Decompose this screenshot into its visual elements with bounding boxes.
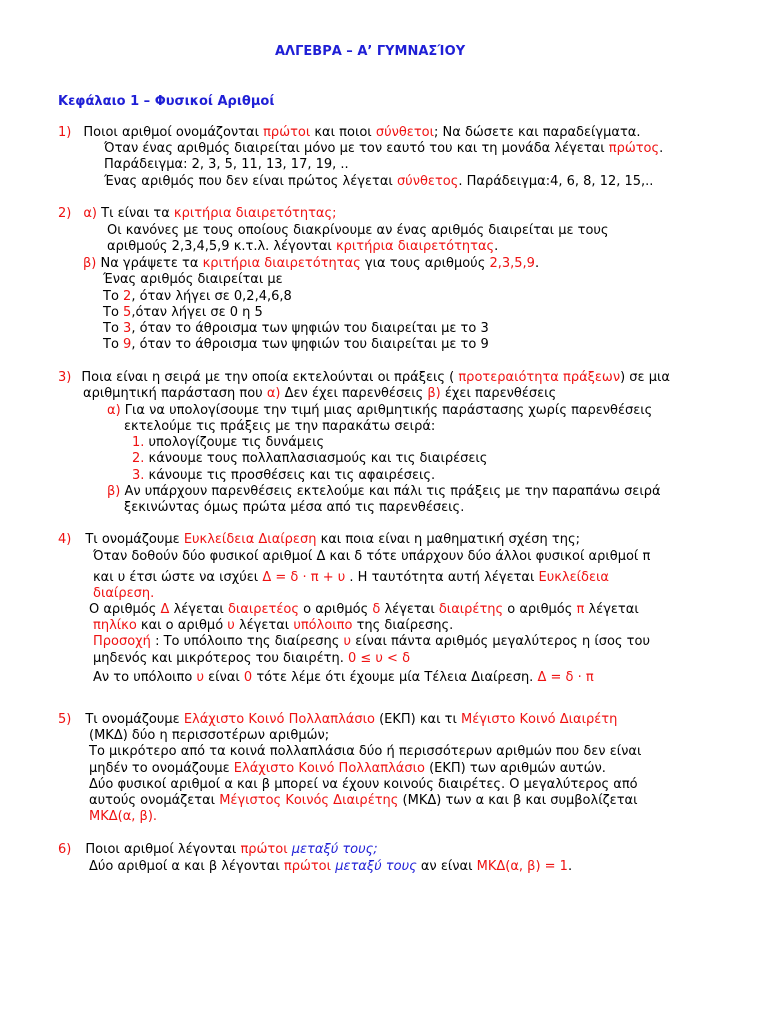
text: Δύο αριθμοί α και β λέγονται bbox=[89, 859, 284, 874]
text: Τι ονομάζουμε bbox=[85, 712, 184, 727]
text: Τι είναι τα bbox=[97, 206, 174, 221]
answer-line bbox=[89, 793, 638, 809]
term: 2,3,5,9 bbox=[489, 256, 535, 271]
formula: ΜΚΔ(α, β) = 1 bbox=[476, 859, 568, 874]
term-prime: πρώτοι bbox=[263, 125, 311, 140]
answer-line bbox=[93, 670, 594, 686]
text: Ένας αριθμός που δεν είναι πρώτος λέγεται bbox=[104, 174, 397, 189]
text: Ποιοι αριθμοί ονομάζονται bbox=[83, 125, 264, 140]
question-5-line: (ΜΚΔ) δύο η περισσοτέρων αριθμών; bbox=[89, 728, 330, 743]
text: αυτούς ονομάζεται bbox=[89, 793, 220, 808]
text: αν είναι bbox=[416, 859, 477, 874]
term: πρώτοι bbox=[240, 842, 288, 857]
text: Δεν έχει παρενθέσεις bbox=[280, 386, 428, 401]
text: , όταν το άθροισμα των ψηφιών του διαιρείται με το 3 bbox=[131, 321, 489, 336]
term-emphasis: μεταξύ τους bbox=[335, 859, 417, 874]
text: Το bbox=[103, 321, 124, 336]
symbol: π bbox=[576, 602, 585, 617]
answer-line bbox=[93, 634, 650, 650]
symbol: δ bbox=[372, 602, 381, 617]
question-number: 3) bbox=[58, 370, 72, 385]
text: Τι ονομάζουμε bbox=[85, 532, 184, 547]
text: έχει παρενθέσεις bbox=[440, 386, 557, 401]
term: Μέγιστο Κοινό Διαιρέτη bbox=[461, 712, 618, 727]
text: Να γράψετε τα bbox=[96, 256, 203, 271]
list-number: 3. bbox=[132, 468, 145, 483]
term: Ελάχιστο Κοινό Πολλαπλάσιο bbox=[183, 712, 375, 727]
part-b-line bbox=[83, 256, 539, 272]
text: . bbox=[567, 859, 573, 874]
rule-line bbox=[103, 321, 489, 337]
list-number: 2. bbox=[132, 451, 145, 466]
answer-line bbox=[107, 239, 498, 255]
list-item bbox=[132, 435, 324, 451]
text: κάνουμε τις προσθέσεις και τις αφαιρέσεις. bbox=[144, 468, 436, 483]
question-number: 2) bbox=[58, 206, 72, 221]
symbol: υ bbox=[227, 618, 235, 633]
answer-line bbox=[107, 403, 652, 419]
text: τότε λέμε ότι έχουμε μία Τέλεια Διαίρεση. bbox=[252, 670, 538, 685]
answer-line bbox=[93, 651, 410, 667]
question-1-line bbox=[58, 125, 640, 141]
text: (ΜΚΔ) των α και β και συμβολίζεται bbox=[398, 793, 638, 808]
formula: 0 ≤ υ < δ bbox=[347, 651, 411, 666]
text: είναι bbox=[204, 670, 244, 685]
term: πρώτοι bbox=[283, 859, 332, 874]
text: υπολογίζουμε τις δυνάμεις bbox=[144, 435, 325, 450]
term: πηλίκο bbox=[93, 618, 137, 633]
text: και υ έτσι ώστε να ισχύει bbox=[93, 570, 263, 585]
text: Αν το υπόλοιπο bbox=[93, 670, 197, 685]
divisor: 9 bbox=[123, 337, 132, 352]
text: , όταν λήγει σε 0,2,4,6,8 bbox=[131, 289, 292, 304]
text: Ποιοι αριθμοί λέγονται bbox=[85, 842, 241, 857]
text: . bbox=[534, 256, 540, 271]
divisor: 2 bbox=[123, 289, 132, 304]
term: υπόλοιπο bbox=[293, 618, 353, 633]
term-continued: διαίρεση. bbox=[93, 586, 155, 601]
answer-line bbox=[89, 602, 639, 618]
rule-line bbox=[103, 289, 292, 305]
term: προτεραιότητα πράξεων bbox=[458, 370, 621, 385]
notation: ΜΚΔ(α, β). bbox=[89, 809, 158, 824]
question-2-line bbox=[58, 206, 337, 222]
term: διαιρέτης bbox=[438, 602, 504, 617]
part-b-label: β) bbox=[83, 256, 97, 271]
divisor: 5 bbox=[123, 305, 132, 320]
text: είναι πάντα αριθμός μεγαλύτερος η ίσος του bbox=[351, 634, 650, 649]
term: Μέγιστος Κοινός Διαιρέτης bbox=[219, 793, 399, 808]
text: Για να υπολογίσουμε την τιμή μιας αριθμητικής παράστασης χωρίς παρενθέσεις bbox=[120, 403, 653, 418]
answer-line: Οι κανόνες με τους οποίους διακρίνουμε αν ένας αριθμός διαιρείται με τους bbox=[107, 223, 609, 238]
term: κριτήρια διαιρετότητας; bbox=[173, 206, 337, 221]
text: . Παράδειγμα:4, 6, 8, 12, 15,.. bbox=[458, 174, 654, 189]
question-number: 5) bbox=[58, 712, 72, 727]
answer-line bbox=[107, 484, 661, 500]
term: κριτήρια διαιρετότητας bbox=[335, 239, 495, 254]
part-b-label: β) bbox=[427, 386, 441, 401]
rule-line bbox=[103, 337, 489, 353]
term-emphasis: μεταξύ τους; bbox=[291, 842, 378, 857]
answer-line: Δύο φυσικοί αριθμοί α και β μπορεί να έχουν κοινούς διαιρέτες. Ο μεγαλύτερος από bbox=[89, 777, 638, 792]
part-a-label: α) bbox=[266, 386, 281, 401]
question-3-line bbox=[83, 386, 556, 402]
text: και ποια είναι η μαθηματική σχέση της; bbox=[316, 532, 580, 547]
question-5-line bbox=[58, 712, 617, 728]
text: Ο αριθμός bbox=[89, 602, 161, 617]
answer-line bbox=[89, 761, 606, 777]
symbol: Δ bbox=[160, 602, 170, 617]
answer-line: ξεκινώντας όμως πρώτα μέσα από τις παρενθέσεις. bbox=[124, 500, 465, 515]
question-number: 6) bbox=[58, 842, 72, 857]
term-composite: σύνθετος bbox=[396, 174, 459, 189]
formula: Δ = δ · π + υ bbox=[262, 570, 346, 585]
text: ,όταν λήγει σε 0 η 5 bbox=[131, 305, 263, 320]
text: . Η ταυτότητα αυτή λέγεται bbox=[345, 570, 539, 585]
note-label: Προσοχή bbox=[93, 634, 151, 649]
text: Ποια είναι η σειρά με την οποία εκτελούνται οι πράξεις ( bbox=[81, 370, 459, 385]
question-6-line bbox=[58, 842, 378, 858]
list-item bbox=[132, 468, 435, 484]
text: ; Να δώσετε και παραδείγματα. bbox=[434, 125, 641, 140]
text: για τους αριθμούς bbox=[360, 256, 490, 271]
answer-line: εκτελούμε τις πράξεις με την παρακάτω σειρά: bbox=[124, 419, 436, 434]
answer-line bbox=[89, 859, 572, 875]
text: της διαίρεσης. bbox=[352, 618, 454, 633]
term: διαιρετέος bbox=[227, 602, 299, 617]
text: ο αριθμός bbox=[298, 602, 373, 617]
answer-line: Ένας αριθμός διαιρείται με bbox=[103, 272, 283, 287]
question-4-line bbox=[58, 532, 580, 548]
symbol: 0 bbox=[243, 670, 253, 685]
part-a-label: α) bbox=[107, 403, 121, 418]
answer-line bbox=[104, 174, 653, 190]
text: μηδέν το ονομάζουμε bbox=[89, 761, 234, 776]
list-number: 1. bbox=[132, 435, 145, 450]
symbol: υ bbox=[196, 670, 204, 685]
part-b-label: β) bbox=[107, 484, 121, 499]
answer-line: Όταν δοθούν δύο φυσικοί αριθμοί Δ και δ τότε υπάρχουν δύο άλλοι φυσικοί αριθμοί π bbox=[93, 549, 651, 564]
text: . bbox=[494, 239, 499, 254]
text: ) σε μια bbox=[620, 370, 670, 385]
text: (ΕΚΠ) των αριθμών αυτών. bbox=[424, 761, 606, 776]
text: : Το υπόλοιπο της διαίρεσης bbox=[150, 634, 344, 649]
term: Ευκλείδεια bbox=[538, 570, 609, 585]
text: μηδενός και μικρότερος του διαιρέτη. bbox=[93, 651, 348, 666]
answer-line: Το μικρότερο από τα κοινά πολλαπλάσια δύο ή περισσότερων αριθμών που δεν είναι bbox=[89, 744, 642, 759]
formula: Δ = δ · π bbox=[537, 670, 594, 685]
text: Όταν ένας αριθμός διαιρείται μόνο με τον εαυτό του και τη μονάδα λέγεται bbox=[104, 141, 609, 156]
text: ο αριθμός bbox=[503, 602, 577, 617]
term-prime: πρώτος bbox=[608, 141, 660, 156]
text: αριθμητική παράσταση που bbox=[83, 386, 267, 401]
answer-line: Παράδειγμα: 2, 3, 5, 11, 13, 17, 19, .. bbox=[104, 157, 349, 172]
text: Αν υπάρχουν παρενθέσεις εκτελούμε και πάλι τις πράξεις με την παραπάνω σειρά bbox=[120, 484, 661, 499]
term-composite: σύνθετοι bbox=[375, 125, 435, 140]
text: . bbox=[659, 141, 664, 156]
answer-line bbox=[104, 141, 663, 157]
text: κάνουμε τους πολλαπλασιασμούς και τις διαιρέσεις bbox=[144, 451, 488, 466]
text: και ποιοι bbox=[310, 125, 376, 140]
text: λέγεται bbox=[234, 618, 294, 633]
list-item bbox=[132, 451, 487, 467]
question-3-line bbox=[58, 370, 670, 386]
divisor: 3 bbox=[123, 321, 132, 336]
chapter-heading: Κεφάλαιο 1 – Φυσικοί Αριθμοί bbox=[58, 94, 275, 109]
term: κριτήρια διαιρετότητας bbox=[202, 256, 361, 271]
text: Το bbox=[103, 289, 124, 304]
answer-line bbox=[93, 618, 453, 634]
text: και ο αριθμό bbox=[136, 618, 228, 633]
text: αριθμούς 2,3,4,5,9 κ.τ.λ. λέγονται bbox=[107, 239, 336, 254]
term: Ευκλείδεια Διαίρεση bbox=[183, 532, 317, 547]
text: λέγεται bbox=[380, 602, 439, 617]
symbol: υ bbox=[343, 634, 352, 649]
answer-line bbox=[93, 570, 609, 586]
text: (ΕΚΠ) και τι bbox=[374, 712, 461, 727]
term: Ελάχιστο Κοινό Πολλαπλάσιο bbox=[233, 761, 425, 776]
rule-line bbox=[103, 305, 263, 321]
text: λέγεται bbox=[584, 602, 639, 617]
text: , όταν το άθροισμα των ψηφιών του διαιρείται με το 9 bbox=[131, 337, 489, 352]
question-number: 4) bbox=[58, 532, 72, 547]
text: λέγεται bbox=[169, 602, 228, 617]
document-title: ΑΛΓΕΒΡΑ – Α’ ΓΥΜΝΑΣΊΟΥ bbox=[275, 44, 466, 59]
part-a-label: α) bbox=[83, 206, 97, 221]
text: Το bbox=[103, 305, 124, 320]
text: Το bbox=[103, 337, 124, 352]
question-number: 1) bbox=[58, 125, 72, 140]
